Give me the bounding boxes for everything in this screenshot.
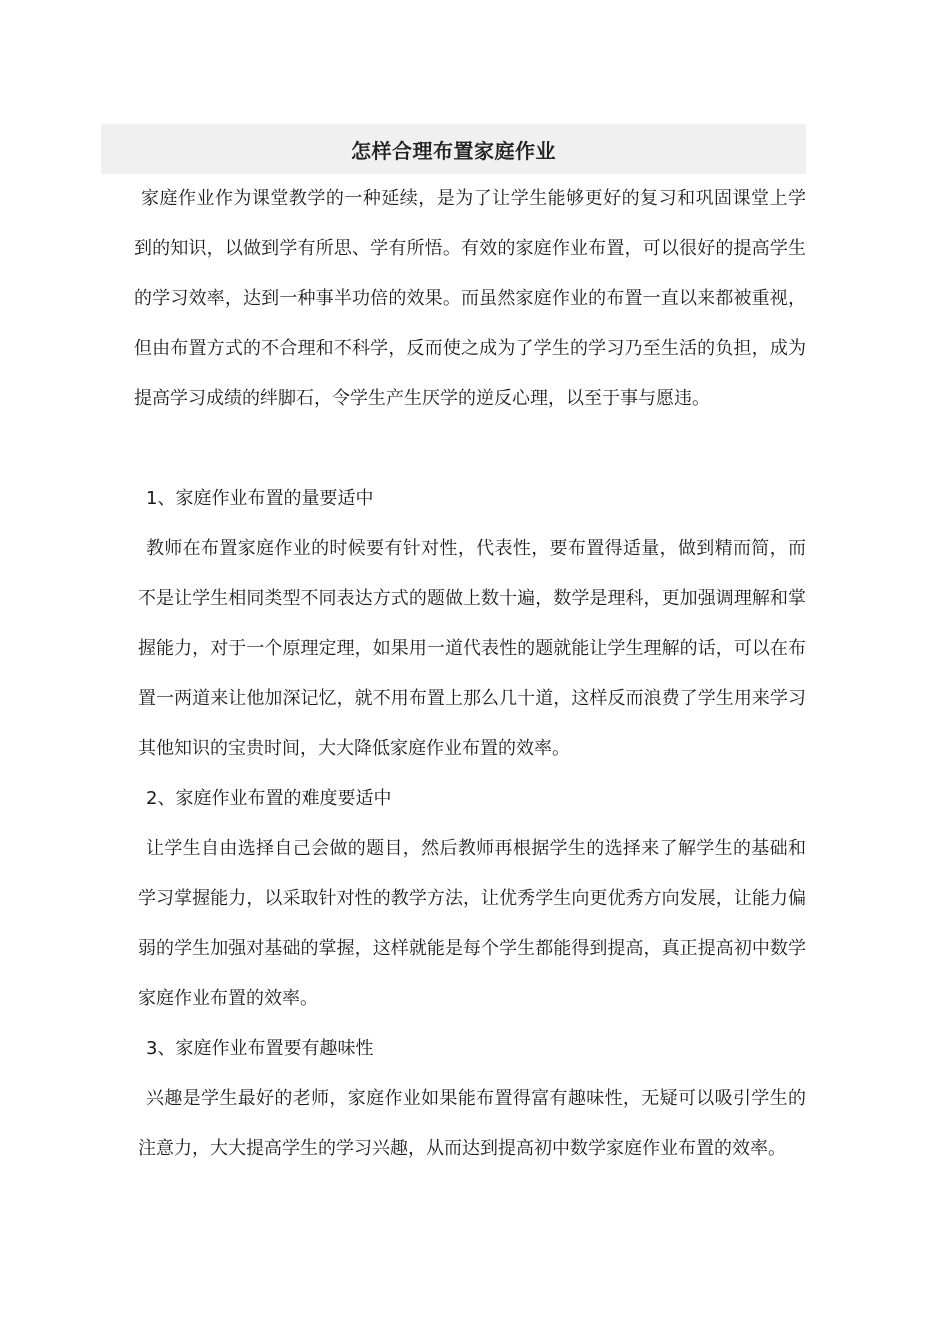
document-title: 怎样合理布置家庭作业 (351, 138, 556, 163)
intro-paragraph: 家庭作业作为课堂教学的一种延续，是为了让学生能够更好的复习和巩固课堂上学到的知识，以做到学有所思、学有所悟。有效的家庭作业布置，可以很好的提高学生的学习效率，达到一种事半功倍的效果。而虽然家庭作业的布置一直以来都被重视，但由布置方式的不合理和不科学，反而使之成为了学生的学习乃至生活的负担，成为提高学习成绩的绊脚石，令学生产生厌学的逆反心理，以至于事与愿违。 (134, 188, 806, 409)
title-bar (101, 124, 806, 174)
section-heading-1: 1、家庭作业布置的量要适中 (146, 488, 374, 509)
section-heading-3: 3、家庭作业布置要有趣味性 (146, 1038, 374, 1059)
section-heading-2: 2、家庭作业布置的难度要适中 (146, 788, 392, 809)
section-body-1: 教师在布置家庭作业的时候要有针对性，代表性，要布置得适量，做到精而简，而不是让学生相同类型不同表达方式的题做上数十遍，数学是理科，更加强调理解和掌握能力，对于一个原理定理，如果用一道代表性的题就能让学生理解的话，可以在布置一两道来让他加深记忆，就不用布置上那么几十道，这样反而浪费了学生用来学习其他知识的宝贵时间，大大降低家庭作业布置的效率。 (138, 538, 806, 759)
section-body-2: 让学生自由选择自己会做的题目，然后教师再根据学生的选择来了解学生的基础和学习掌握能力，以采取针对性的教学方法，让优秀学生向更优秀方向发展，让能力偏弱的学生加强对基础的掌握，这样就能是每个学生都能得到提高，真正提高初中数学家庭作业布置的效率。 (138, 838, 806, 1009)
section-body-3: 兴趣是学生最好的老师，家庭作业如果能布置得富有趣味性，无疑可以吸引学生的注意力，大大提高学生的学习兴趣，从而达到提高初中数学家庭作业布置的效率。 (138, 1088, 806, 1159)
